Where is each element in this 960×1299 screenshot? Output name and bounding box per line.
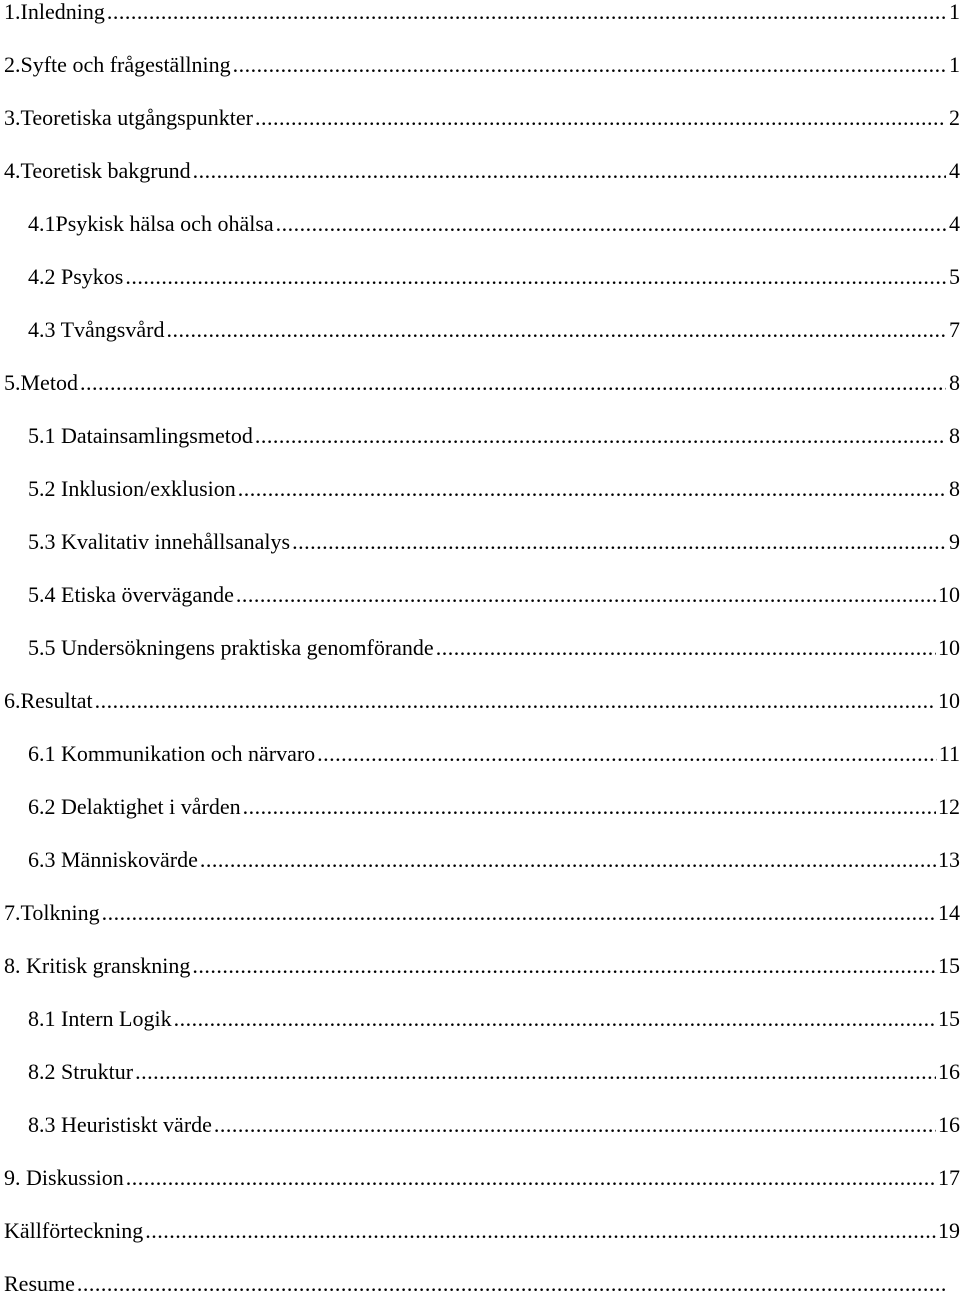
toc-entry-title: 8.2 Struktur	[28, 1059, 134, 1084]
toc-entry[interactable]	[0, 739, 960, 769]
toc-entry[interactable]	[0, 1110, 960, 1140]
toc-entry[interactable]	[0, 156, 960, 186]
toc-entry-page: 15	[938, 953, 960, 978]
toc-leader	[200, 845, 936, 875]
toc-entry-title: 3.Teoretiska utgångspunkter	[4, 105, 253, 130]
toc-leader	[95, 686, 936, 716]
toc-entry-page: 15	[938, 1006, 960, 1031]
toc-entry-page: 5	[949, 264, 960, 289]
toc-leader	[174, 1004, 936, 1034]
toc-entry-page: 12	[938, 794, 960, 819]
toc-entry[interactable]	[0, 1004, 960, 1034]
toc-leader	[80, 368, 946, 398]
toc-entry-title: 4.3 Tvångsvård	[28, 317, 165, 342]
toc-entry-page: 9	[949, 529, 960, 554]
toc-entry-page: 1	[949, 52, 960, 77]
toc-leader	[135, 1057, 936, 1087]
toc-entry[interactable]	[0, 474, 960, 504]
toc-entry-title: 8. Kritisk granskning	[4, 953, 191, 978]
toc-leader	[436, 633, 936, 663]
toc-entry-page: 1	[949, 0, 960, 24]
toc-entry-title: 5.4 Etiska övervägande	[28, 582, 234, 607]
toc-entry-title: 4.2 Psykos	[28, 264, 124, 289]
toc-entry[interactable]	[0, 527, 960, 557]
toc-leader	[292, 527, 946, 557]
toc-entry[interactable]	[0, 1269, 960, 1299]
toc-entry-page: 4	[949, 211, 960, 236]
toc-leader	[276, 209, 946, 239]
toc-entry-title: Källförteckning	[4, 1218, 144, 1243]
toc-entry-title: 8.1 Intern Logik	[28, 1006, 172, 1031]
toc-leader	[107, 0, 946, 27]
toc-entry[interactable]	[0, 368, 960, 398]
toc-entry[interactable]	[0, 50, 960, 80]
toc-entry-title: 5.3 Kvalitativ innehållsanalys	[28, 529, 291, 554]
toc-entry-title: 6.Resultat	[4, 688, 93, 713]
toc-entry[interactable]	[0, 951, 960, 981]
toc-entry[interactable]	[0, 315, 960, 345]
toc-entry[interactable]	[0, 792, 960, 822]
toc-entry-title: 4.Teoretisk bakgrund	[4, 158, 191, 183]
toc-entry-page: 8	[949, 423, 960, 448]
toc-entry-title: 4.1Psykisk hälsa och ohälsa	[28, 211, 274, 236]
toc-leader	[192, 951, 936, 981]
toc-leader	[193, 156, 946, 186]
toc-entry-page: 7	[949, 317, 960, 342]
toc-entry[interactable]	[0, 0, 960, 27]
toc-entry-page: 14	[938, 900, 960, 925]
toc-entry[interactable]	[0, 580, 960, 610]
toc-entry[interactable]	[0, 898, 960, 928]
toc-entry[interactable]	[0, 633, 960, 663]
toc-entry[interactable]	[0, 209, 960, 239]
toc-entry[interactable]	[0, 1163, 960, 1193]
toc-entry-page: 8	[949, 370, 960, 395]
toc-leader	[236, 580, 936, 610]
toc-leader	[102, 898, 936, 928]
toc-entry-page: 19	[938, 1218, 960, 1243]
toc-entry-title: 2.Syfte och frågeställning	[4, 52, 231, 77]
toc-entry-title: 7.Tolkning	[4, 900, 100, 925]
toc-entry-title: 1.Inledning	[4, 0, 105, 24]
toc-leader	[317, 739, 937, 769]
toc-entry-title: 5.1 Datainsamlingsmetod	[28, 423, 253, 448]
toc-entry[interactable]	[0, 103, 960, 133]
toc-entry-page: 16	[938, 1112, 960, 1137]
toc-leader	[214, 1110, 936, 1140]
toc-entry-page: 17	[938, 1165, 960, 1190]
toc-entry-page: 4	[949, 158, 960, 183]
toc-leader	[126, 1163, 936, 1193]
toc-entry[interactable]	[0, 1057, 960, 1087]
toc-leader	[233, 50, 946, 80]
toc-entry[interactable]	[0, 1216, 960, 1246]
toc-entry-page: 13	[938, 847, 960, 872]
toc-entry-page: 2	[949, 105, 960, 130]
toc-entry[interactable]	[0, 686, 960, 716]
toc-entry-title: 5.Metod	[4, 370, 78, 395]
toc-entry-title: 6.2 Delaktighet i vården	[28, 794, 241, 819]
toc-leader	[255, 103, 946, 133]
toc-entry[interactable]	[0, 421, 960, 451]
toc-entry-title: 6.3 Människovärde	[28, 847, 198, 872]
toc-entry-title: Resume	[4, 1271, 75, 1296]
toc-entry[interactable]	[0, 845, 960, 875]
toc-entry-title: 6.1 Kommunikation och närvaro	[28, 741, 316, 766]
toc-entry-title: 5.2 Inklusion/exklusion	[28, 476, 236, 501]
toc-entry-page: 10	[938, 582, 960, 607]
toc-leader	[255, 421, 946, 451]
toc-leader	[145, 1216, 936, 1246]
toc-entry-title: 8.3 Heuristiskt värde	[28, 1112, 212, 1137]
toc-entry-title: 5.5 Undersökningens praktiska genomförande	[28, 635, 434, 660]
toc-leader	[77, 1269, 946, 1299]
toc-entry[interactable]	[0, 262, 960, 292]
toc-leader	[166, 315, 946, 345]
toc-leader	[238, 474, 946, 504]
toc-leader	[125, 262, 946, 292]
toc-entry-page: 10	[938, 688, 960, 713]
toc-entry-title: 9. Diskussion	[4, 1165, 124, 1190]
toc-entry-page: 8	[949, 476, 960, 501]
toc-entry-page: 10	[938, 635, 960, 660]
toc-leader	[243, 792, 936, 822]
toc-entry-page: 16	[938, 1059, 960, 1084]
toc-entry-page: 11	[938, 741, 960, 766]
